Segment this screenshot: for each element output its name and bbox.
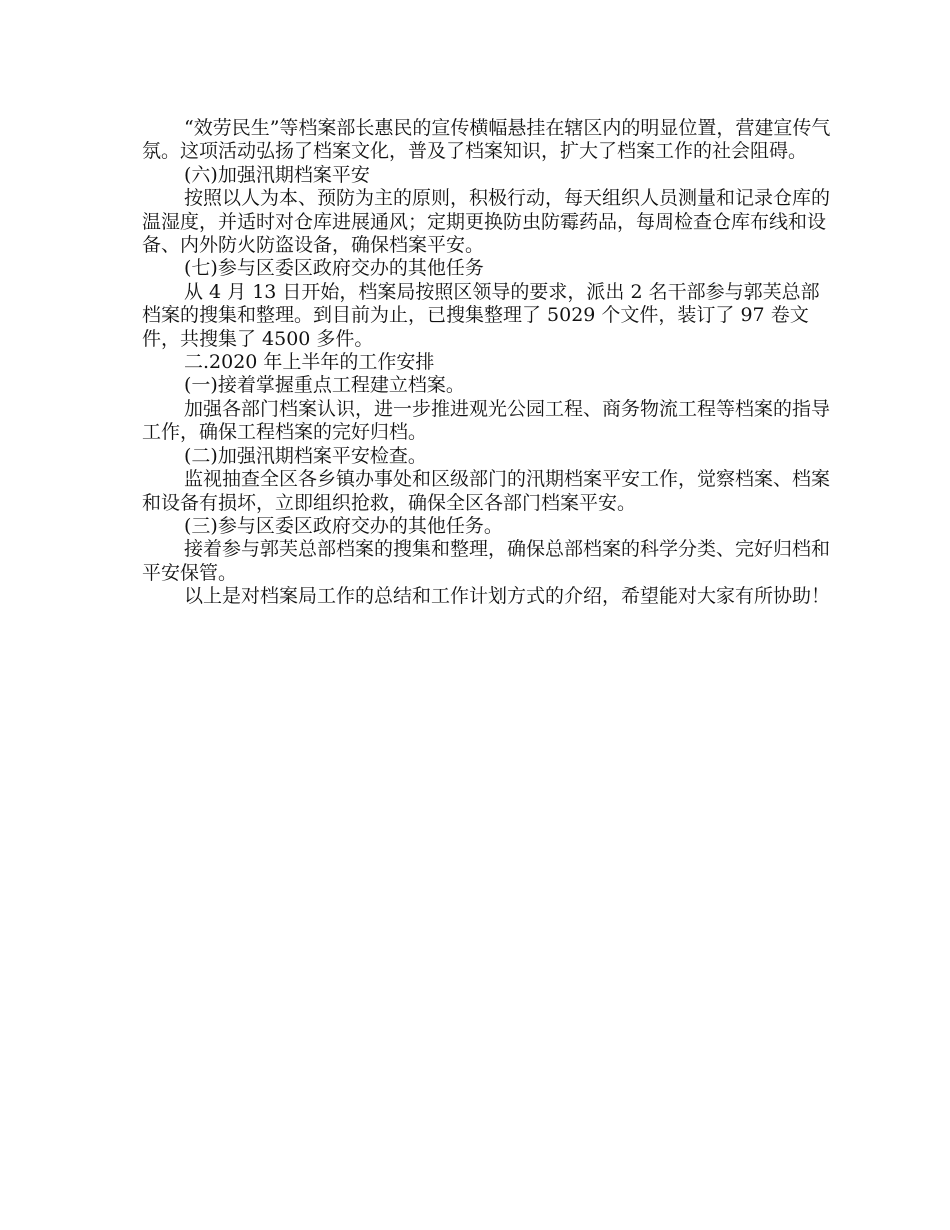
document-page bbox=[142, 117, 832, 609]
paragraph-publicity: “效劳民生”等档案部长惠民的宣传横幅悬挂在辖区内的明显位置，营建宣传气氛。这项活动弘扬了档案文化，普及了档案知识，扩大了档案工作的社会阻碍。 bbox=[142, 117, 831, 163]
heading-flood-season-safety: (六)加强汛期档案平安 bbox=[184, 163, 370, 186]
heading-work-plan: 二.2020 年上半年的工作安排 bbox=[184, 351, 435, 374]
paragraph-plan-item-2: 监视抽查全区各乡镇办事处和区级部门的汛期档案平安工作，觉察档案、档案和设备有损坏，立即组织抢救，确保全区各部门档案平安。 bbox=[142, 468, 831, 514]
paragraph-plan-item-3: 接着参与郭芙总部档案的搜集和整理，确保总部档案的科学分类、完好归档和平安保管。 bbox=[142, 538, 831, 584]
heading-plan-item-2: (二)加强汛期档案平安检查。 bbox=[184, 444, 427, 467]
paragraph-conclusion: 以上是对档案局工作的总结和工作计划方式的介绍，希望能对大家有所协助！ bbox=[184, 585, 831, 608]
heading-plan-item-3: (三)参与区委区政府交办的其他任务。 bbox=[184, 514, 503, 537]
heading-plan-item-1: (一)接着掌握重点工程建立档案。 bbox=[184, 374, 465, 397]
heading-other-tasks: (七)参与区委区政府交办的其他任务 bbox=[184, 257, 484, 280]
paragraph-other-tasks: 从 4 月 13 日开始，档案局按照区领导的要求，派出 2 名干部参与郭芙总部档案的搜集和整理。到目前为止，已搜集整理了 5029 个文件，装订了 97 卷文件，共搜集了 4500 多件。 bbox=[142, 280, 820, 350]
paragraph-flood-season-safety: 按照以人为本、预防为主的原则，积极行动，每天组织人员测量和记录仓库的温湿度，并适时对仓库进展通风；定期更换防虫防霉药品，每周检查仓库布线和设备、内外防火防盗设备，确保档案平安。 bbox=[142, 187, 831, 257]
paragraph-plan-item-1: 加强各部门档案认识，进一步推进观光公园工程、商务物流工程等档案的指导工作，确保工程档案的完好归档。 bbox=[142, 397, 831, 444]
